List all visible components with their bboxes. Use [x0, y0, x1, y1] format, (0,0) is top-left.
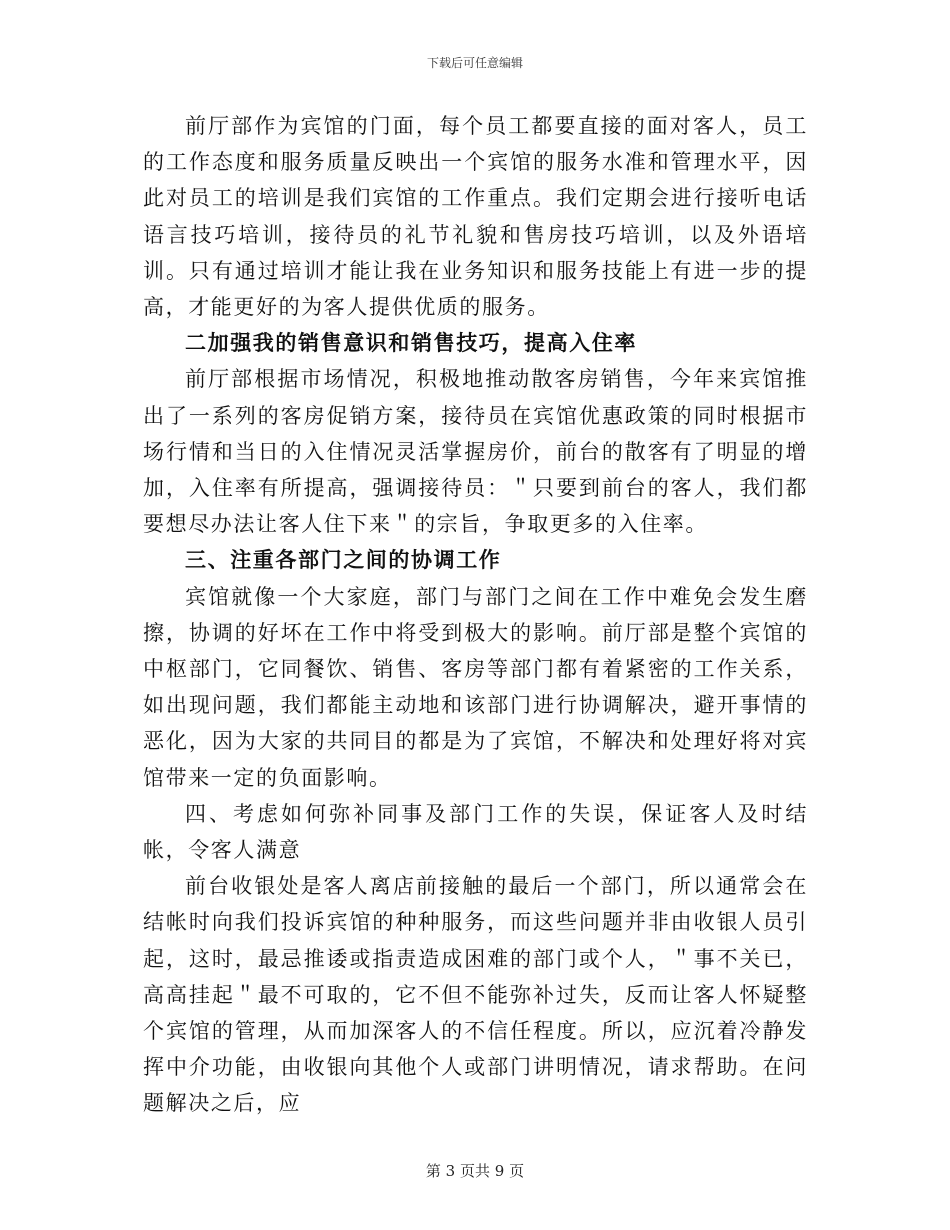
paragraph-sales: 前厅部根据市场情况，积极地推动散客房销售，今年来宾馆推出了一系列的客房促销方案，接待员在宾馆优惠政策的同时根据市场行情和当日的入住情况灵活掌握房价，前台的散客有了明显的增加，入住率有所提高，强调接待员：＂只要到前台的客人，我们都要想尽办法让客人住下来＂的宗旨，争取更多的入住率。 — [143, 367, 808, 537]
document-body — [143, 108, 808, 1122]
paragraph-coordination: 宾馆就像一个大家庭，部门与部门之间在工作中难免会发生磨擦，协调的好坏在工作中将受到极大的影响。前厅部是整个宾馆的中枢部门，它同餐饮、销售、客房等部门都有着紧密的工作关系，如出现问题，我们都能主动地和该部门进行协调解决，避开事情的恶化，因为大家的共同目的都是为了宾馆，不解决和处理好将对宾馆带来一定的负面影响。 — [143, 584, 808, 790]
paragraph-training: 前厅部作为宾馆的门面，每个员工都要直接的面对客人，员工的工作态度和服务质量反映出一个宾馆的服务水准和管理水平，因此对员工的培训是我们宾馆的工作重点。我们定期会进行接听电话语言技巧培训，接待员的礼节礼貌和售房技巧培训，以及外语培训。只有通过培训才能让我在业务知识和服务技能上有进一步的提高，才能更好的为客人提供优质的服务。 — [143, 114, 808, 320]
page-footer: 第 3 页共 9 页 — [425, 1162, 525, 1180]
page-header: 下载后可任意编辑 — [426, 56, 523, 70]
section-heading-coordination: 三、注重各部门之间的协调工作 — [185, 547, 502, 573]
paragraph-checkout: 前台收银处是客人离店前接触的最后一个部门，所以通常会在结帐时向我们投诉宾馆的种种服务，而这些问题并非由收银人员引起，这时，最忌推诿或指责造成困难的部门或个人，＂事不关已，高高挂起＂最不可取的，它不但不能弥补过失，反而让客人怀疑整个宾馆的管理，从而加深客人的不信任程度。所以，应沉着冷静发挥中介功能，由收银向其他个人或部门讲明情况，请求帮助。在问题解决之后，应 — [143, 874, 808, 1116]
section-heading-sales: 二加强我的销售意识和销售技巧，提高入住率 — [185, 330, 637, 356]
section-heading-checkout: 四、考虑如何弥补同事及部门工作的失误，保证客人及时结帐，令客人满意 — [143, 801, 808, 863]
